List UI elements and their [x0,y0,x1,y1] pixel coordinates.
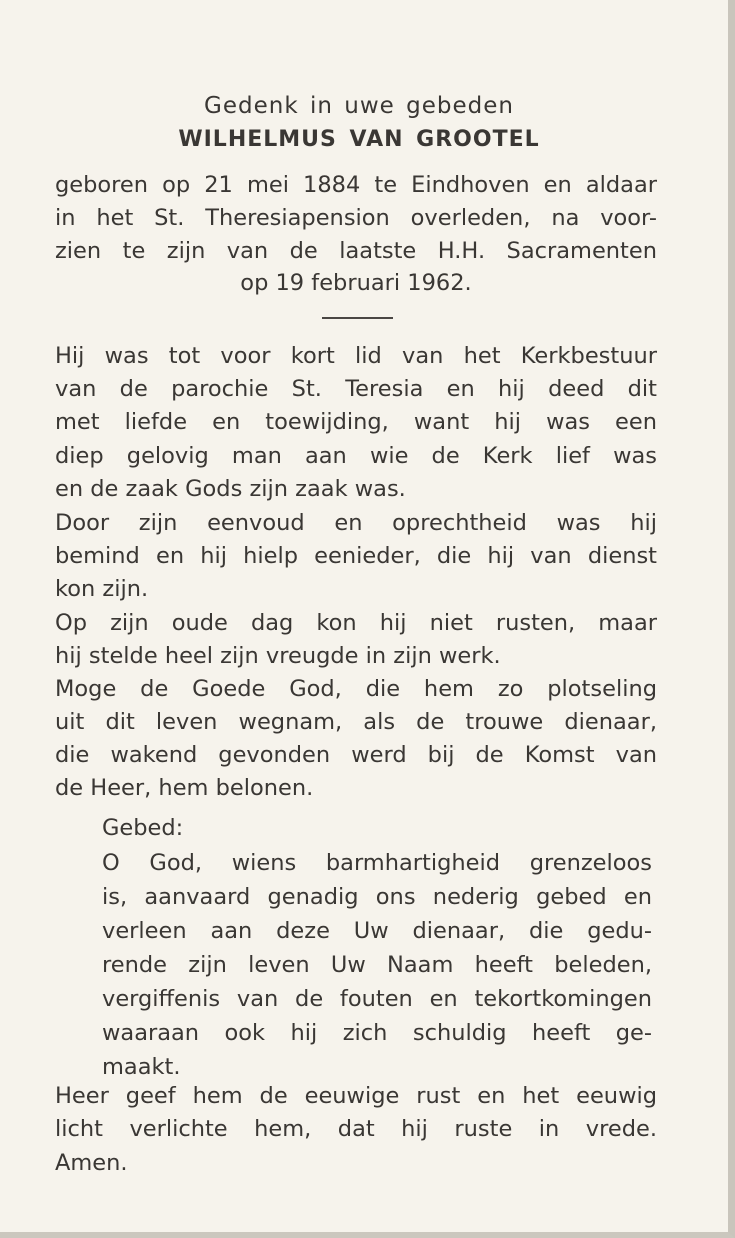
text-line: vergiffenis van de fouten en tekortkomingen [102,986,652,1012]
text-line: kon zijn. [55,576,149,602]
old-age-paragraph-end [55,640,657,673]
text-line: geboren op 21 mei 1884 te Eindhoven en aldaar [55,172,657,198]
text-line: Moge de Goede God, die hem zo plotseling [55,676,657,702]
text-line: uit dit leven wegnam, als de trouwe dienaar, [55,709,657,736]
text-line: Amen. [55,1150,128,1176]
text-line: de Heer, hem belonen. [55,775,314,801]
text-line: Hij was tot voor kort lid van het Kerkbestuur [55,343,657,369]
text-line: verleen aan deze Uw dienaar, die gedu- [102,918,652,944]
text-line: O God, wiens barmhartigheid grenzeloos [102,850,652,876]
birth-death-text [55,169,657,269]
card-intro: Gedenk in uwe gebeden [204,93,514,119]
text-line: waaraan ook hij zich schuldig heeft ge- [102,1020,652,1046]
text-line: maakt. [102,1054,181,1080]
text-line: hij stelde heel zijn vreugde in zijn werk. [55,643,501,669]
character-paragraph-end [55,573,657,606]
text-line: in het St. Theresiapension overleden, na voor- [55,205,657,232]
text-line: en de zaak Gods zijn zaak was. [55,476,406,502]
old-age-paragraph [55,607,657,640]
text-line: Op zijn oude dag kon hij niet rusten, maar [55,610,657,636]
character-paragraph [55,507,657,573]
closing-prayer [55,1080,657,1146]
text-line: van de parochie St. Teresia en hij deed dit [55,376,657,403]
death-date: op 19 februari 1962. [240,270,472,296]
text-line: diep gelovig man aan wie de Kerk lief was [55,442,657,469]
text-line: met liefde en toewijding, want hij was een [55,409,657,436]
text-line: rende zijn leven Uw Naam heeft beleden, [102,952,652,978]
closing-amen [55,1147,657,1180]
divider [322,317,393,319]
text-line: Heer geef hem de eeuwige rust en het eeuwig [55,1083,657,1109]
biography-paragraph-end [55,473,657,506]
text-line: is, aanvaard genadig ons nederig gebed en [102,884,652,910]
prayer-text [102,846,652,1050]
text-line: licht verlichte hem, dat hij ruste in vrede. [55,1116,657,1143]
prayer-heading: Gebed: [102,815,184,841]
text-line: zien te zijn van de laatste H.H. Sacramenten [55,238,657,265]
wish-paragraph-end [55,772,657,805]
text-line: bemind en hij hielp eenieder, die hij van dienst [55,543,657,570]
deceased-name: WILHELMUS VAN GROOTEL [178,127,540,152]
prayer-text-end [102,1050,652,1084]
biography-paragraph [55,340,657,473]
wish-paragraph [55,673,657,773]
text-line: die wakend gevonden werd bij de Komst van [55,742,657,769]
text-line: Door zijn eenvoud en oprechtheid was hij [55,510,657,536]
